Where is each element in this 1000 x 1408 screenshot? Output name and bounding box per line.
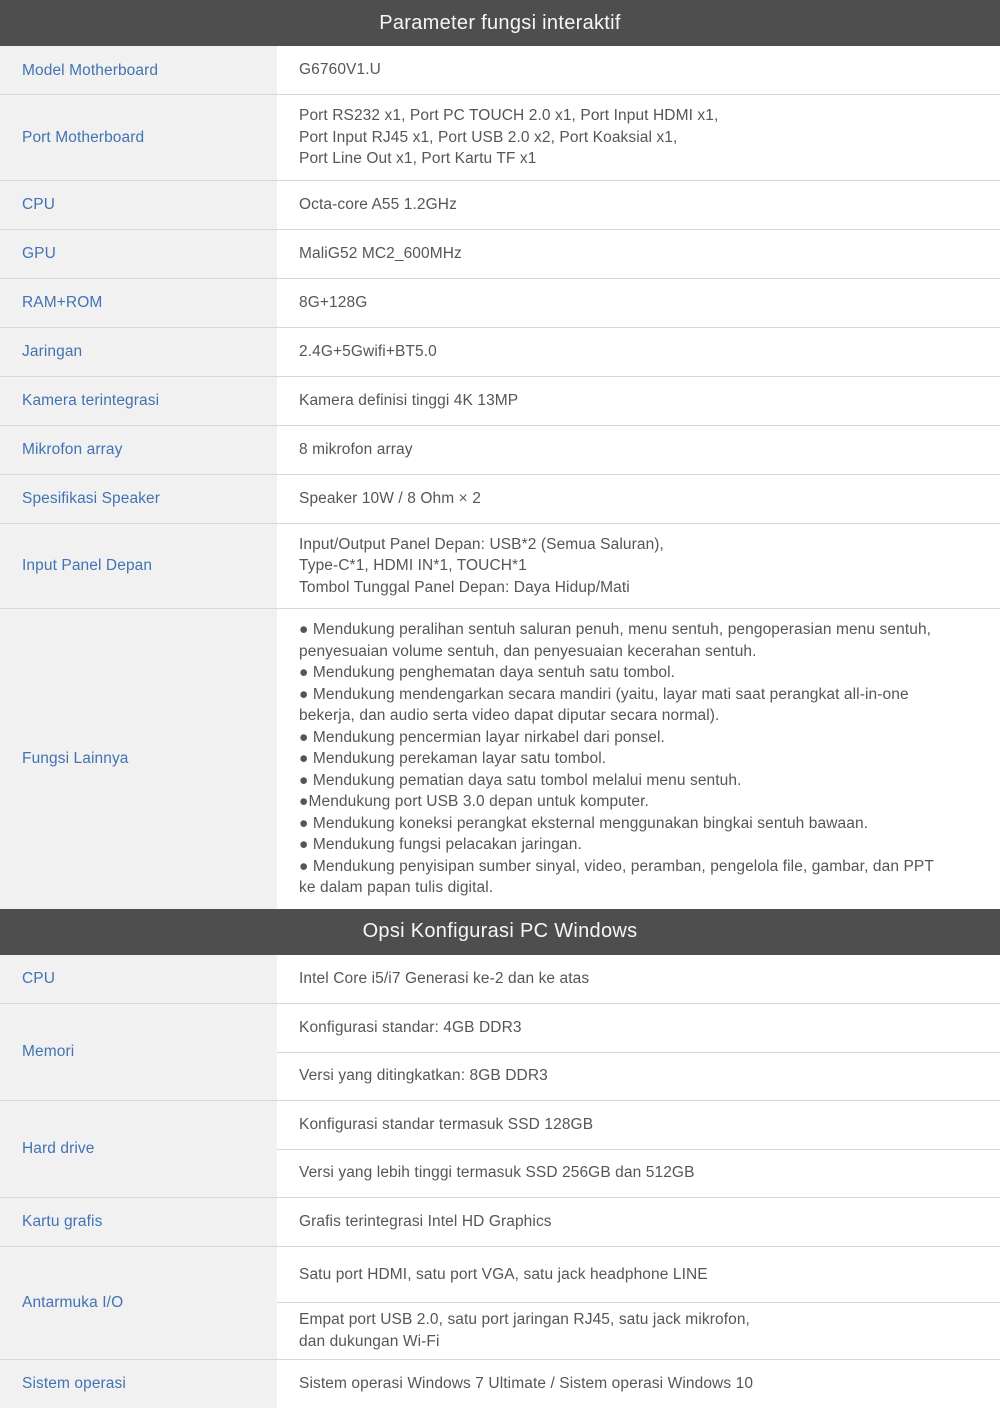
spec-label: Kamera terintegrasi [22,392,160,409]
spec-value-line: ● Mendukung koneksi perangkat eksternal menggunakan bingkai sentuh bawaan. [299,814,869,832]
spec-value-line: ke dalam papan tulis digital. [299,879,494,896]
spec-value-cell [277,426,1000,474]
spec-value-column [277,377,1000,425]
spec-label-cell [0,426,277,474]
spec-value-line: 8G+128G [299,293,368,311]
spec-value-column [277,426,1000,474]
spec-value-cell [277,1004,1000,1052]
spec-row [0,327,1000,376]
spec-value-line: Sistem operasi Windows 7 Ultimate / Sistem operasi Windows 10 [299,1374,754,1392]
spec-value-line: Konfigurasi standar: 4GB DDR3 [299,1018,522,1036]
spec-value-cell [277,181,1000,229]
spec-value-line: ● Mendukung pematian daya satu tombol melalui menu sentuh. [299,771,742,789]
spec-value-line: Versi yang lebih tinggi termasuk SSD 256GB dan 512GB [299,1164,695,1182]
spec-value-line: Empat port USB 2.0, satu port jaringan RJ45, satu jack mikrofon, [299,1311,750,1329]
spec-value-column [277,181,1000,229]
spec-label-cell [0,1360,277,1408]
spec-row [0,955,1000,1003]
spec-value-line: Speaker 10W / 8 Ohm × 2 [299,489,481,507]
spec-value-line: penyesuaian volume sentuh, dan penyesuaian kecerahan sentuh. [299,642,757,660]
spec-value-line: Kamera definisi tinggi 4K 13MP [299,391,519,409]
spec-label: Model Motherboard [22,61,159,79]
spec-value-line: ● Mendukung penghematan daya sentuh satu tombol. [299,664,676,681]
section-title: Opsi Konfigurasi PC Windows [362,920,638,942]
spec-label-cell [0,328,277,376]
spec-value-line: Satu port HDMI, satu port VGA, satu jack headphone LINE [299,1265,708,1283]
spec-value-line: dan dukungan Wi-Fi [299,1332,440,1350]
spec-value-line: Grafis terintegrasi Intel HD Graphics [299,1212,552,1230]
section-header [0,0,1000,46]
spec-value-cell [277,1052,1000,1100]
spec-value-cell [277,1247,1000,1303]
spec-row [0,1003,1000,1100]
spec-value-line: Port Input RJ45 x1, Port USB 2.0 x2, Port Koaksial x1, [299,128,678,146]
spec-value-column [277,1101,1000,1197]
spec-value-column [277,95,1000,180]
spec-value-line: Konfigurasi standar termasuk SSD 128GB [299,1115,594,1133]
spec-label: Antarmuka I/O [22,1294,124,1311]
spec-label-cell [0,181,277,229]
spec-label: Kartu grafis [22,1213,103,1230]
spec-value-line: ● Mendukung mendengarkan secara mandiri (yaitu, layar mati saat perangkat all-in-one [299,685,909,703]
spec-value-cell [277,1198,1000,1246]
spec-value-column [277,955,1000,1003]
spec-label: Memori [22,1043,75,1060]
spec-value-line: ● Mendukung perekaman layar satu tombol. [299,750,607,767]
spec-value-column [277,1360,1000,1408]
section-title: Parameter fungsi interaktif [379,11,621,34]
spec-label: Fungsi Lainnya [22,750,129,768]
spec-value-column [277,279,1000,327]
spec-value-cell [277,1101,1000,1149]
spec-row [0,523,1000,609]
spec-value-cell [277,328,1000,376]
spec-label-cell [0,1101,277,1197]
spec-label-cell [0,955,277,1003]
spec-row [0,1359,1000,1408]
spec-value-cell [277,524,1000,609]
spec-label-cell [0,279,277,327]
spec-row [0,1197,1000,1246]
spec-row [0,1100,1000,1197]
spec-value-line: Intel Core i5/i7 Generasi ke-2 dan ke atas [299,969,590,987]
spec-label-cell [0,377,277,425]
spec-row [0,1246,1000,1359]
spec-row [0,180,1000,229]
spec-value-line: Port RS232 x1, Port PC TOUCH 2.0 x1, Port Input HDMI x1, [299,107,719,124]
spec-row [0,608,1000,909]
spec-value-line: bekerja, dan audio serta video dapat diputar secara normal). [299,707,720,724]
spec-value-cell [277,1302,1000,1359]
spec-value-column [277,1198,1000,1246]
spec-label-cell [0,230,277,278]
spec-value-line: ● Mendukung penyisipan sumber sinyal, video, peramban, pengelola file, gambar, dan PPT [299,857,934,875]
spec-value-line: Tombol Tunggal Panel Depan: Daya Hidup/Mati [299,578,630,596]
spec-label: Mikrofon array [22,441,123,458]
spec-value-line: ● Mendukung pencermian layar nirkabel dari ponsel. [299,728,665,746]
spec-value-column [277,230,1000,278]
spec-value-line: ●Mendukung port USB 3.0 depan untuk komputer. [299,793,649,810]
spec-label-cell [0,475,277,523]
spec-value-line: Type-C*1, HDMI IN*1, TOUCH*1 [299,557,527,574]
spec-value-cell [277,230,1000,278]
spec-label: Input Panel Depan [22,557,153,575]
spec-value-line: Octa-core A55 1.2GHz [299,195,457,213]
spec-value-line: ● Mendukung fungsi pelacakan jaringan. [299,836,582,853]
section-header [0,909,1000,955]
spec-value-cell [277,377,1000,425]
spec-value-column [277,328,1000,376]
spec-value-column [277,46,1000,94]
spec-value-cell [277,1149,1000,1197]
spec-value-cell [277,475,1000,523]
spec-value-cell [277,1360,1000,1408]
spec-label-cell [0,46,277,94]
spec-label: GPU [22,245,56,262]
spec-row [0,94,1000,180]
spec-row [0,46,1000,94]
spec-value-column [277,524,1000,609]
spec-value-line: ● Mendukung peralihan sentuh saluran penuh, menu sentuh, pengoperasian menu sentuh, [299,621,932,638]
spec-value-column [277,1004,1000,1100]
spec-value-cell [277,46,1000,94]
spec-label-cell [0,524,277,609]
spec-label-cell [0,1198,277,1246]
spec-label: RAM+ROM [22,294,103,311]
spec-value-column [277,1247,1000,1359]
spec-value-cell [277,609,1000,909]
spec-label-cell [0,1004,277,1100]
spec-label: Jaringan [22,343,83,360]
spec-label-cell [0,609,277,909]
spec-label: Sistem operasi [22,1375,126,1392]
spec-value-line: Versi yang ditingkatkan: 8GB DDR3 [299,1067,548,1085]
spec-value-cell [277,279,1000,327]
spec-value-cell [277,95,1000,180]
spec-value-cell [277,955,1000,1003]
spec-label-cell [0,1247,277,1359]
spec-label: CPU [22,196,56,213]
spec-row [0,376,1000,425]
spec-value-line: G6760V1.U [299,61,381,79]
spec-label: Hard drive [22,1140,95,1157]
spec-label: CPU [22,970,56,987]
spec-value-line: MaliG52 MC2_600MHz [299,244,462,262]
spec-value-line: Input/Output Panel Depan: USB*2 (Semua Saluran), [299,535,664,553]
spec-row [0,229,1000,278]
spec-value-line: Port Line Out x1, Port Kartu TF x1 [299,150,537,167]
spec-value-column [277,475,1000,523]
spec-value-line: 2.4G+5Gwifi+BT5.0 [299,342,437,360]
spec-row [0,474,1000,523]
spec-row [0,425,1000,474]
spec-label: Spesifikasi Speaker [22,490,161,507]
spec-label: Port Motherboard [22,128,145,146]
spec-value-column [277,609,1000,909]
spec-value-line: 8 mikrofon array [299,440,413,458]
spec-row [0,278,1000,327]
spec-label-cell [0,95,277,180]
